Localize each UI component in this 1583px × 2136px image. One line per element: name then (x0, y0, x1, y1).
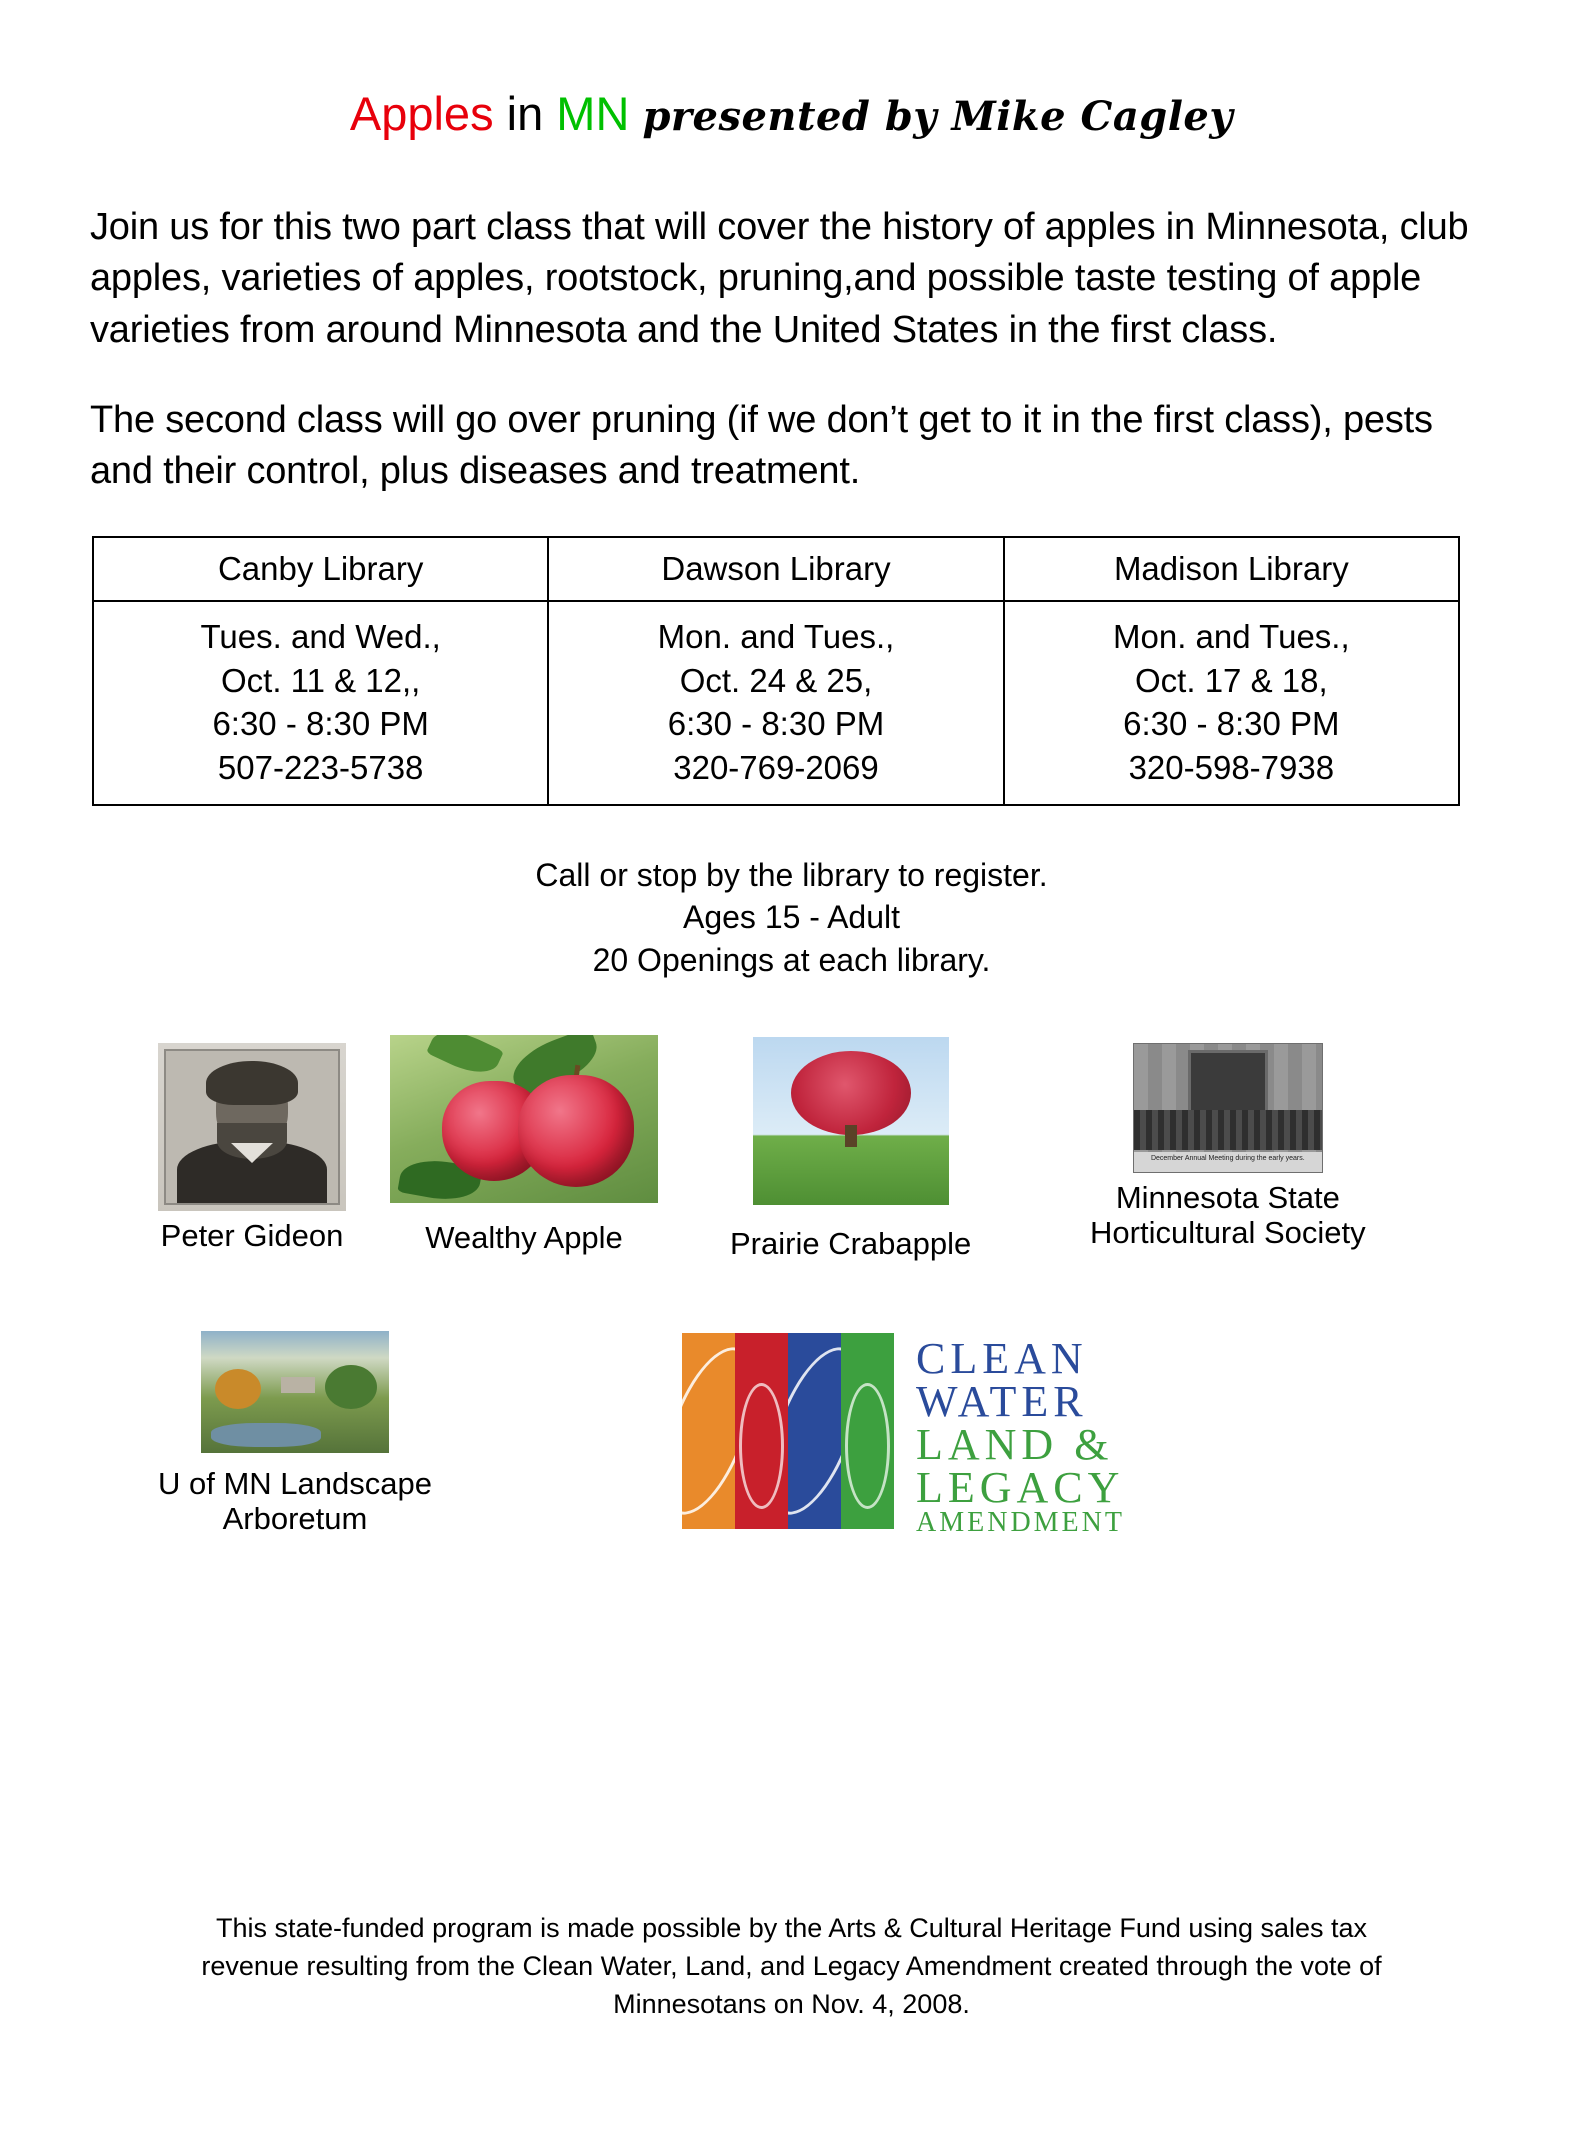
table-row (93, 601, 1459, 805)
u-of-mn-arboretum-item (158, 1331, 432, 1536)
table-cell-canby (93, 601, 548, 805)
body-text (90, 202, 1493, 498)
swirl-icon (682, 1336, 735, 1526)
footer-disclaimer (90, 1910, 1493, 2023)
water-icon (788, 1336, 841, 1526)
register-line-2: Ages 15 - Adult (682, 899, 901, 936)
historic-photo-caption: December Annual Meeting during the early years. (1134, 1152, 1322, 1172)
mn-hort-society-caption-line2: Horticultural Society (1090, 1214, 1366, 1250)
madison-dates: Oct. 17 & 18, (1135, 661, 1328, 699)
mn-hort-society-caption-line1: Minnesota State (1115, 1179, 1340, 1215)
prairie-crabapple-item (730, 1037, 971, 1262)
paragraph-two: The second class will go over pruning (if we don’t get to it in the first class), pests and their control, plus diseases and treatment. (90, 398, 1433, 493)
title-word-apples: Apples (349, 87, 494, 140)
peter-gideon-item (158, 1043, 346, 1254)
apple-shape (518, 1075, 634, 1187)
canby-dates: Oct. 11 & 12,, (221, 661, 421, 699)
dawson-days: Mon. and Tues., (657, 618, 895, 656)
canby-phone: 507-223-5738 (217, 748, 424, 786)
wealthy-apple-item (390, 1035, 658, 1256)
music-note-icon (739, 1383, 784, 1509)
schedule-table (92, 536, 1460, 806)
legacy-word-legacy: LEGACY (916, 1463, 1125, 1513)
table-header-madison: Madison Library (1004, 537, 1459, 601)
table-header-row (93, 537, 1459, 601)
dawson-time: 6:30 - 8:30 PM (667, 705, 885, 743)
peter-gideon-photo (158, 1043, 346, 1211)
wealthy-apple-photo (390, 1035, 658, 1203)
tree-shape (215, 1369, 261, 1409)
dawson-dates: Oct. 24 & 25, (679, 661, 873, 699)
legacy-bar-blue (788, 1333, 841, 1529)
legacy-logo-text (916, 1333, 1125, 1537)
arboretum-caption-line1: U of MN Landscape (158, 1465, 432, 1501)
leaf-icon (426, 1035, 504, 1082)
madison-phone: 320-598-7938 (1128, 748, 1335, 786)
legacy-word-land: LAND & (916, 1420, 1114, 1470)
page-title (90, 88, 1493, 140)
u-of-mn-arboretum-photo (201, 1331, 389, 1453)
title-word-mn: MN (556, 87, 630, 140)
paragraph-one: Join us for this two part class that will cover the history of apples in Minnesota, club apples, varieties of apples, rootstock, pruning,and possible taste testing of apple varieties from around Minnesota and the United States in the first class. (90, 205, 1469, 352)
dawson-phone: 320-769-2069 (673, 748, 879, 786)
title-word-in: in (506, 87, 544, 140)
register-line-3: 20 Openings at each library. (592, 941, 991, 978)
canby-time: 6:30 - 8:30 PM (212, 705, 429, 743)
tree-trunk (845, 1125, 857, 1147)
crowd-of-people (1134, 1110, 1322, 1150)
canby-days: Tues. and Wed., (200, 618, 441, 656)
pine-tree-icon (845, 1383, 890, 1509)
madison-time: 6:30 - 8:30 PM (1123, 705, 1340, 743)
footer-line-2: revenue resulting from the Clean Water, Land, and Legacy Amendment created through the vote of (201, 1950, 1382, 1981)
legacy-bar-red (735, 1333, 788, 1529)
legacy-bar-green (841, 1333, 894, 1529)
portrait-hair (206, 1061, 298, 1105)
image-row-one (90, 1043, 1493, 1293)
tree-shape (325, 1365, 377, 1409)
building-roof (281, 1377, 315, 1393)
legacy-word-amendment: AMENDMENT (916, 1507, 1125, 1539)
table-header-canby: Canby Library (93, 537, 548, 601)
table-cell-dawson (548, 601, 1003, 805)
tree-canopy (791, 1051, 911, 1135)
clean-water-land-legacy-logo (682, 1333, 1125, 1537)
peter-gideon-caption: Peter Gideon (160, 1217, 344, 1253)
madison-days: Mon. and Tues., (1113, 618, 1350, 656)
prairie-crabapple-photo (753, 1037, 949, 1205)
image-row-two (90, 1331, 1493, 1561)
arboretum-caption-line2: Arboretum (222, 1500, 368, 1536)
footer-line-3: Minnesotans on Nov. 4, 2008. (613, 1988, 970, 2019)
title-presenter: presented by Mike Cagley (642, 93, 1234, 140)
table-cell-madison (1004, 601, 1459, 805)
mn-horticultural-society-photo (1133, 1043, 1323, 1173)
legacy-logo-bars (682, 1333, 894, 1529)
flyer-page (0, 88, 1583, 2136)
registration-info (90, 854, 1493, 981)
legacy-bar-orange (682, 1333, 735, 1529)
mn-hort-society-item (1090, 1043, 1366, 1250)
table-header-dawson: Dawson Library (548, 537, 1003, 601)
legacy-word-water: WATER (916, 1377, 1088, 1427)
footer-line-1: This state-funded program is made possible by the Arts & Cultural Heritage Fund using sales tax (215, 1913, 1368, 1943)
lake-shape (211, 1423, 321, 1447)
register-line-1: Call or stop by the library to register. (535, 857, 1048, 894)
wealthy-apple-caption: Wealthy Apple (425, 1219, 623, 1255)
prairie-crabapple-caption: Prairie Crabapple (730, 1225, 972, 1261)
legacy-word-clean: CLEAN (916, 1333, 1088, 1383)
